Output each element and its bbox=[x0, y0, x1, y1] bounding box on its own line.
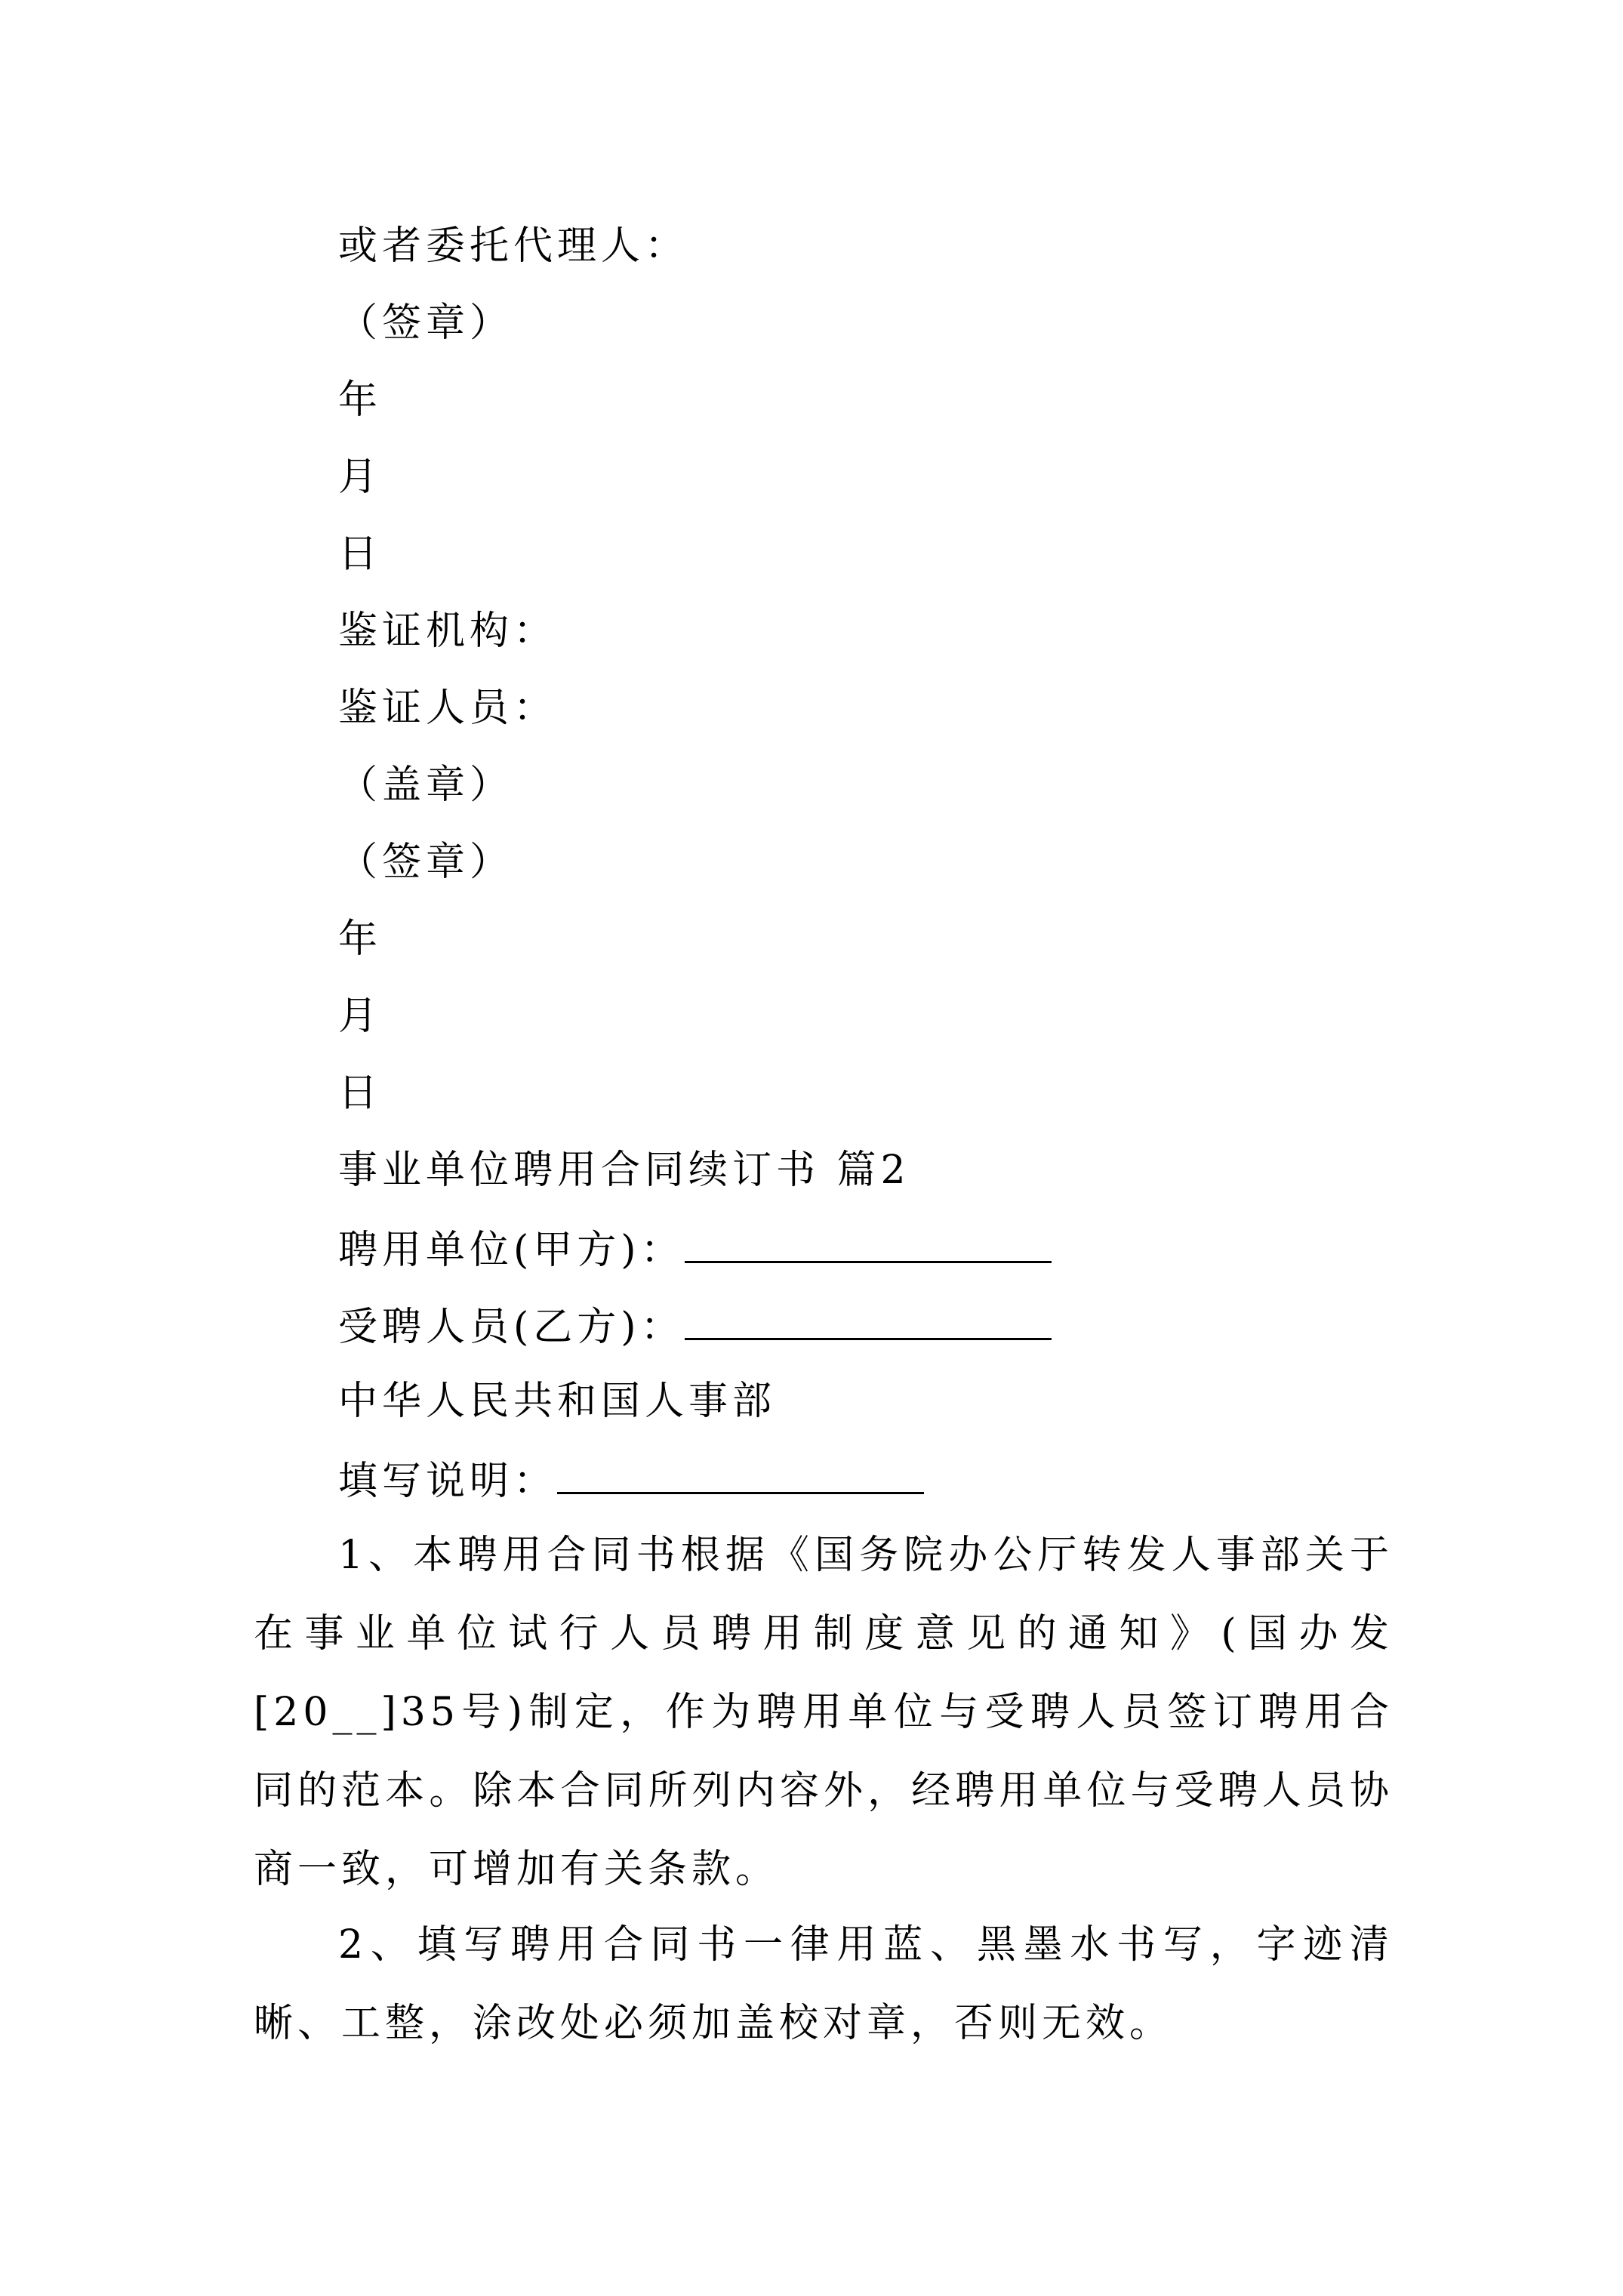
instruction-paragraph-2: 2、填写聘用合同书一律用蓝、黑墨水书写，字迹清晰、工整，涂改处必须加盖校对章，否则无效。 bbox=[254, 1922, 1394, 2046]
instruction-paragraph-1: 1、本聘用合同书根据《国务院办公厅转发人事部关于在事业单位试行人员聘用制度意见的通知》(国办发[20__]35号)制定，作为聘用单位与受聘人员签订聘用合同的范本。除本合同所列内容外，经聘用单位与受聘人员协商一致，可增加有关条款。 bbox=[254, 1533, 1394, 1892]
month-label: 月 bbox=[338, 455, 383, 500]
employer-field bbox=[338, 1225, 1052, 1273]
year-label: 年 bbox=[338, 378, 383, 423]
signature-seal-label-2: （签章） bbox=[338, 840, 514, 885]
instructions-field bbox=[338, 1456, 924, 1504]
signatory-agent-label: 或者委托代理人： bbox=[338, 223, 689, 269]
day-label-2: 日 bbox=[338, 1071, 383, 1116]
signature-seal-label: （签章） bbox=[338, 300, 514, 346]
day-label: 日 bbox=[338, 532, 383, 577]
instructions-blank-line bbox=[557, 1456, 924, 1494]
verification-staff-label: 鉴证人员： bbox=[338, 686, 558, 731]
employer-blank-line bbox=[685, 1225, 1052, 1263]
employer-field-label: 聘用单位(甲方)： bbox=[338, 1228, 685, 1273]
instructions-label: 填写说明： bbox=[338, 1459, 558, 1504]
year-label-2: 年 bbox=[338, 917, 383, 962]
month-label-2: 月 bbox=[338, 994, 383, 1039]
issuer-label: 中华人民共和国人事部 bbox=[338, 1379, 777, 1424]
verification-agency-label: 鉴证机构： bbox=[338, 609, 558, 654]
section-title: 事业单位聘用合同续订书 篇2 bbox=[338, 1148, 910, 1193]
employee-field-label: 受聘人员(乙方)： bbox=[338, 1305, 685, 1350]
employee-blank-line bbox=[685, 1302, 1052, 1340]
official-seal-label: （盖章） bbox=[338, 763, 514, 808]
employee-field bbox=[338, 1302, 1052, 1350]
